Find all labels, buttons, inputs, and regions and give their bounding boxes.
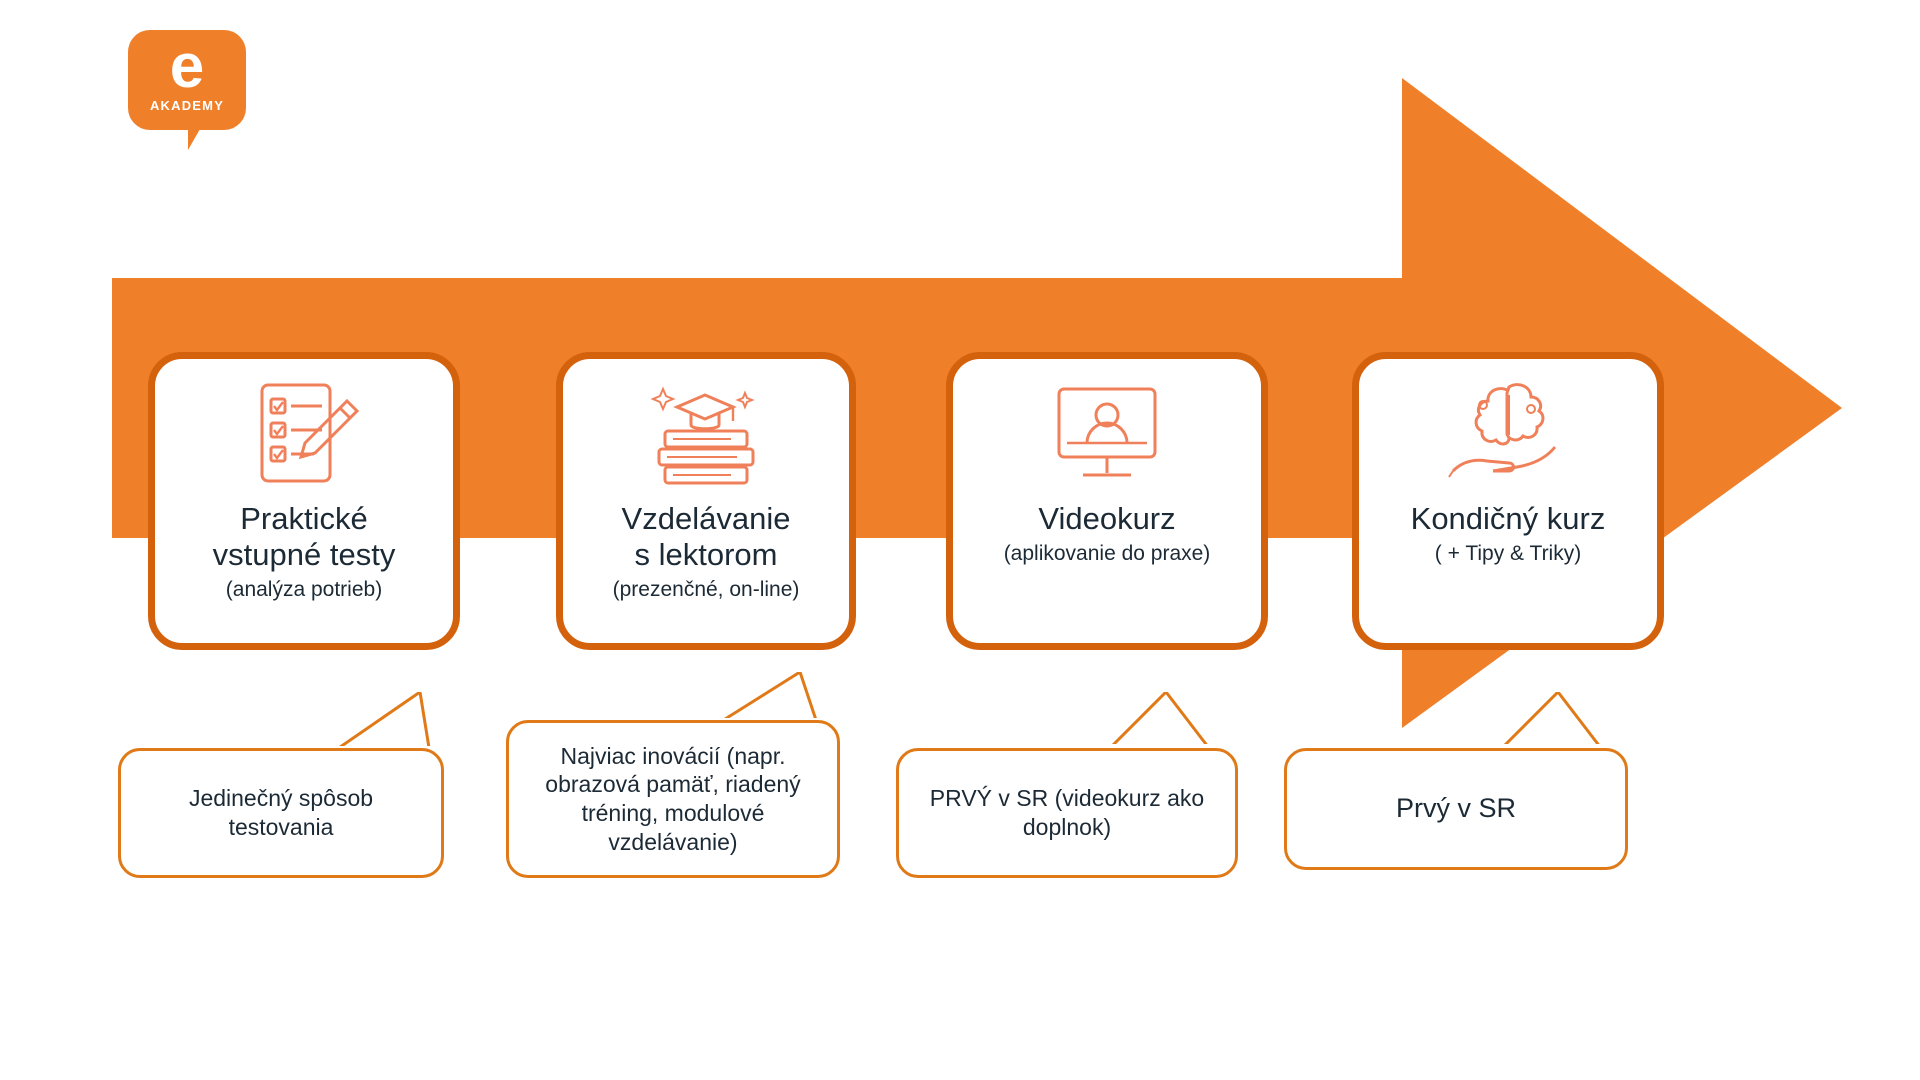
step-title: [1038, 501, 1175, 537]
step-subtitle: ( + Tipy & Triky): [1434, 541, 1582, 565]
logo-wordmark: AKADEMY: [149, 98, 225, 113]
monitor-person-icon: [1043, 375, 1171, 495]
callout-4[interactable]: [1284, 748, 1628, 870]
step-subtitle: (prezenčné, on-line): [612, 577, 800, 601]
callout-3[interactable]: [896, 748, 1238, 878]
step-title-line: Videokurz: [1038, 501, 1176, 536]
step-card-2[interactable]: [556, 352, 856, 650]
callout-text: Prvý v SR: [1395, 793, 1516, 824]
step-card-3[interactable]: [946, 352, 1268, 650]
step-card-1[interactable]: [148, 352, 460, 650]
step-title: [213, 501, 396, 573]
step-subtitle: (aplikovanie do praxe): [1003, 541, 1211, 565]
step-card-4[interactable]: [1352, 352, 1664, 650]
callout-text: Jedinečný spôsob testovania: [188, 785, 374, 840]
callout-2[interactable]: [506, 720, 840, 878]
callout-text: PRVÝ v SR (videokurz ako doplnok): [929, 785, 1205, 840]
step-title-line: vstupné testy: [212, 536, 396, 572]
step-title-line: Praktické: [240, 501, 368, 536]
callout-text: Najviac inovácií (napr. obrazová pamäť, riadený tréning, modulové vzdelávanie): [545, 742, 801, 855]
callout-1[interactable]: [118, 748, 444, 878]
step-subtitle: (analýza potrieb): [225, 577, 383, 601]
step-title-line: s lektorom: [634, 536, 778, 572]
step-title-line: Kondičný kurz: [1410, 501, 1606, 536]
logo-letter: e: [169, 32, 205, 101]
step-title: [1411, 501, 1606, 537]
checklist-pencil-icon: [244, 375, 364, 495]
books-graduation-cap-icon: [641, 375, 771, 495]
step-title-line: Vzdelávanie: [621, 501, 791, 536]
step-title: [622, 501, 791, 573]
hand-brain-gear-icon: [1443, 375, 1573, 495]
